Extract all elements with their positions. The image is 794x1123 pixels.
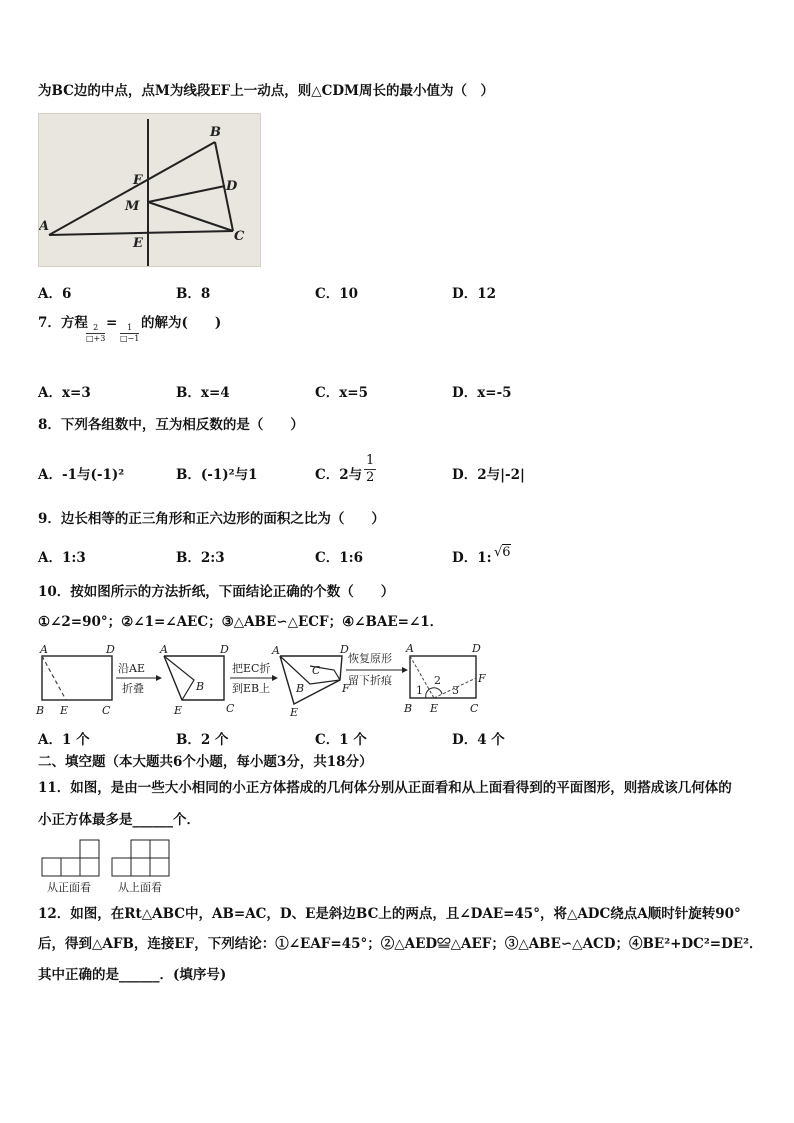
- q10-p3-c: C: [312, 664, 321, 677]
- q12-line1: 12．如图，在Rt△ABC中，AB=AC，D、E是斜边BC上的两点，且∠DAE=45°，将△ADC绕点A顺时针旋转90°: [38, 906, 741, 922]
- q11-line1: 11．如图，是由一些大小相同的小正方体搭成的几何体分别从正面看和从上面看得到的平面图形，则搭成该几何体的: [38, 780, 732, 796]
- q10-p4-d: D: [472, 642, 481, 655]
- q6-option-d: D．12: [452, 286, 496, 302]
- q10-p4-c: C: [470, 702, 479, 715]
- q10-p2-a: A: [160, 643, 168, 656]
- q9-option-d: D．1:: [452, 550, 492, 566]
- q7-frac1-den: □+3: [86, 334, 106, 343]
- q6-label-m: M: [125, 199, 140, 214]
- q9-stem: 9．边长相等的正三角形和正六边形的面积之比为（ ）: [38, 511, 385, 527]
- q10-p1-e: E: [60, 704, 69, 717]
- q11-caption-top: 从上面看: [118, 881, 162, 894]
- q9-option-c: C．1:6: [315, 550, 364, 566]
- q10-p1-a: A: [40, 643, 48, 656]
- q9-option-d-sqrt: √6: [494, 545, 511, 560]
- q10-option-b: B．2 个: [176, 732, 229, 748]
- q6-label-f: F: [133, 173, 143, 188]
- q7-option-d: D．x=-5: [452, 385, 512, 401]
- q8-option-d: D．2与|-2|: [452, 467, 525, 483]
- q10-p4-n1: 1: [416, 684, 423, 697]
- q6-option-b: B．8: [176, 286, 211, 302]
- q9-option-a: A．1:3: [38, 550, 86, 566]
- q10-p4-n2: 2: [434, 674, 441, 687]
- q10-conclusions: ①∠2=90°；②∠1=∠AEC；③△ABE∽△ECF；④∠BAE=∠1．: [38, 614, 444, 630]
- q10-p2-d: D: [220, 643, 229, 656]
- q9-option-b: B．2:3: [176, 550, 225, 566]
- q10-p1-c: C: [102, 704, 111, 717]
- q10-p1-b: B: [36, 704, 45, 717]
- q10-p1-d: D: [106, 643, 115, 656]
- q7-frac1-num: 2: [86, 323, 105, 334]
- q10-option-a: A．1 个: [38, 732, 90, 748]
- q8-option-b: B．(-1)²与1: [176, 467, 258, 483]
- q7-option-b: B．x=4: [176, 385, 230, 401]
- q6-stem: 为BC边的中点，点M为线段EF上一动点，则△CDM周长的最小值为（ ）: [38, 83, 494, 99]
- q10-p3-e: E: [290, 706, 299, 719]
- q10-p2-b: B: [196, 680, 205, 693]
- q6-label-d: D: [226, 179, 238, 194]
- q10-p3-b: B: [296, 682, 305, 695]
- q7-equals: =: [106, 315, 118, 331]
- q6-label-b: B: [210, 125, 221, 140]
- q10-p4-n3: 3: [452, 684, 459, 697]
- q6-option-c: C．10: [315, 286, 359, 302]
- q8-option-c: C．2与: [315, 467, 363, 483]
- q9-sqrt-radicand: 6: [502, 545, 511, 560]
- q7-frac2-num: 1: [120, 323, 139, 334]
- q8-optc-den: 2: [366, 470, 375, 485]
- q7-stem-suffix: 的解为( ): [141, 315, 222, 331]
- q10-p3-f: F: [342, 682, 350, 695]
- q7-fraction-right: [120, 323, 139, 344]
- q6-figure-diagram: [39, 114, 260, 266]
- q8-option-a: A．-1与(-1)²: [38, 467, 125, 483]
- q12-line3: 其中正确的是______．(填序号): [38, 967, 227, 983]
- q10-p4-e: E: [430, 702, 439, 715]
- q11-caption-front: 从正面看: [47, 881, 91, 894]
- q10-step2-top: 把EC折: [232, 662, 271, 675]
- q10-p2-e: E: [174, 704, 183, 717]
- q10-option-c: C．1 个: [315, 732, 367, 748]
- q7-option-a: A．x=3: [38, 385, 91, 401]
- q10-p2-c: C: [226, 702, 235, 715]
- q8-stem: 8．下列各组数中，互为相反数的是（ ）: [38, 417, 304, 433]
- q10-folding-diagram: [34, 640, 494, 720]
- q6-label-e: E: [133, 236, 143, 251]
- q8-optc-num: 1: [366, 453, 375, 468]
- q10-step3-top: 恢复原形: [348, 652, 392, 665]
- q7-option-c: C．x=5: [315, 385, 368, 401]
- q10-option-d: D．4 个: [452, 732, 505, 748]
- q6-figure-photo: [38, 113, 261, 267]
- section-fill-in-heading: 二、填空题（本大题共6个小题，每小题3分，共18分）: [38, 754, 373, 770]
- q11-views-diagram: [40, 838, 180, 878]
- q6-option-a: A．6: [38, 286, 72, 302]
- q8-option-c-fraction: [364, 453, 376, 486]
- q7-frac2-den: □−1: [120, 334, 140, 343]
- q11-line2: 小正方体最多是______个．: [38, 812, 200, 828]
- q10-p3-a: A: [272, 644, 280, 657]
- q10-p4-a: A: [406, 642, 414, 655]
- q10-step1-bottom: 折叠: [122, 682, 144, 695]
- q6-label-a: A: [39, 219, 50, 234]
- q6-label-c: C: [234, 229, 245, 244]
- q10-step2-bottom: 到EB上: [232, 682, 271, 695]
- q12-line2: 后，得到△AFB，连接EF，下列结论：①∠EAF=45°；②△AED≌△AEF；③△ABE∽△ACD；④BE²+DC²=DE²．: [38, 936, 763, 952]
- q10-p4-b: B: [404, 702, 413, 715]
- q10-p4-f: F: [478, 672, 486, 685]
- q10-stem: 10．按如图所示的方法折纸，下面结论正确的个数（ ）: [38, 584, 395, 600]
- q10-step3-bottom: 留下折痕: [348, 674, 392, 687]
- q7-fraction-left: [86, 323, 105, 344]
- q10-p3-d: D: [340, 643, 349, 656]
- q10-step1-top: 沿AE: [118, 662, 145, 675]
- q7-stem-prefix: 7．方程: [38, 315, 88, 331]
